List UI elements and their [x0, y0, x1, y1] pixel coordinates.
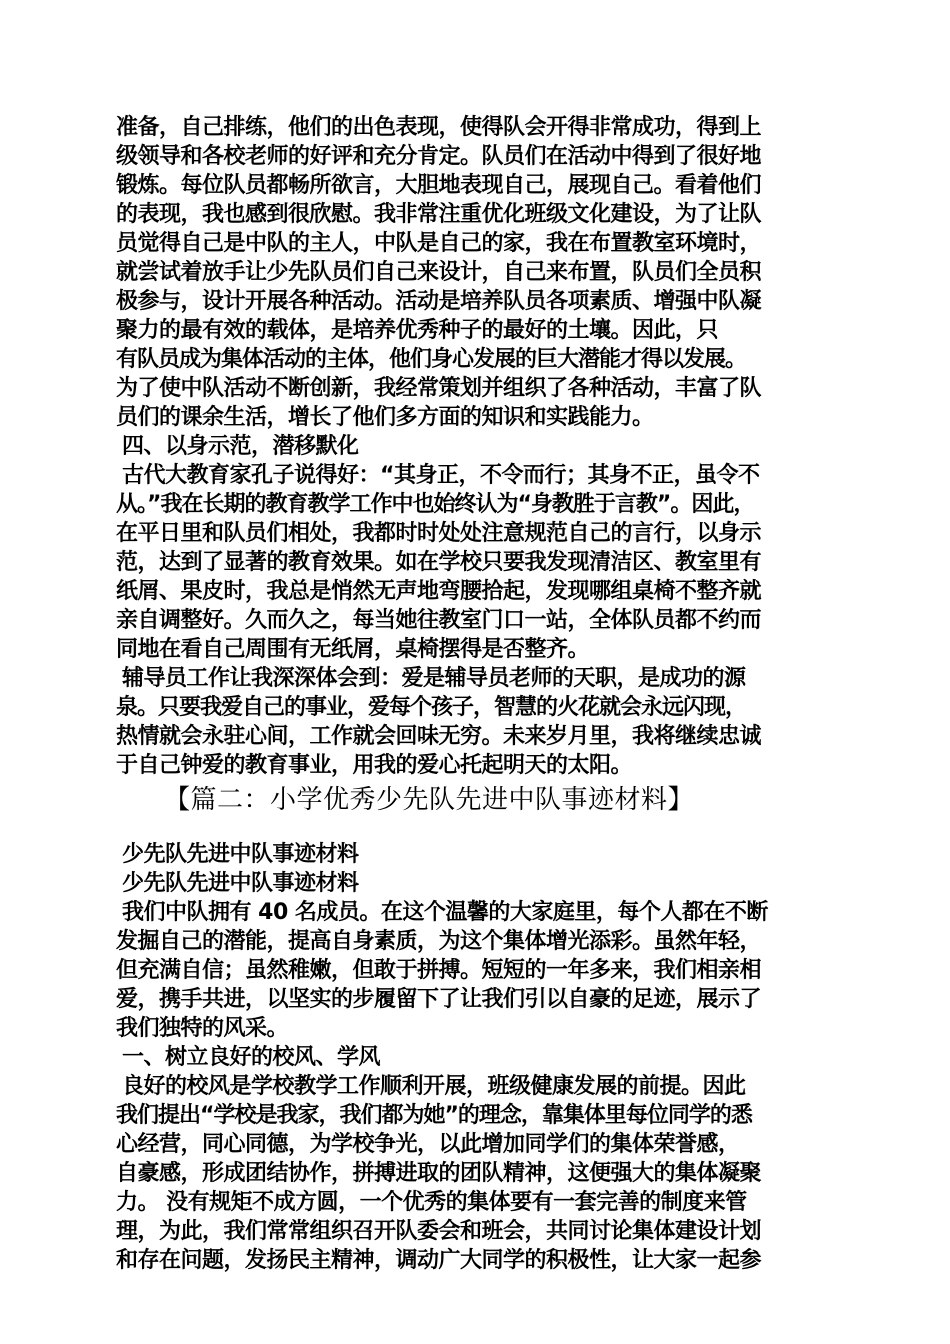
text-line: 员觉得自己是中队的主人，中队是自己的家，我在布置教室环境时，: [116, 231, 762, 256]
text-line: 为了使中队活动不断创新，我经常策划并组织了各种活动，丰富了队: [116, 376, 762, 401]
text-line: 有队员成为集体活动的主体，他们身心发展的巨大潜能才得以发展。: [116, 347, 747, 372]
paragraph-intro: [116, 898, 836, 1043]
text-line: 同地在看自己周围有无纸屑，桌椅摆得是否整齐。: [116, 637, 590, 662]
section-heading: 一、树立良好的校风、学风: [122, 1045, 381, 1070]
text-line: 和存在问题，发扬民主精神，调动广大同学的积极性，让大家一起参: [116, 1248, 762, 1273]
text-line: 纸屑、果皮时，我总是悄然无声地弯腰拾起，发现哪组桌椅不整齐就: [116, 579, 762, 604]
paragraph-closing: [116, 664, 836, 780]
text-line: 爱，携手共进，以坚实的步履留下了让我们引以自豪的足迹，展示了: [116, 987, 762, 1012]
text-line: 心经营，同心同德，为学校争光，以此增加同学们的集体荣誉感，: [116, 1132, 740, 1157]
paragraph-culture-building: [116, 113, 836, 432]
text-line: 就尝试着放手让少先队员们自己来设计，自己来布置，队员们全员积: [116, 260, 762, 285]
text-line: 级领导和各校老师的好评和充分肯定。队员们在活动中得到了很好地: [116, 144, 762, 169]
text-line: 我们提出“学校是我家，我们都为她”的理念，靠集体里每位同学的悉: [116, 1103, 752, 1128]
text-line: 聚力的最有效的载体，是培养优秀种子的最好的土壤。因此，只: [116, 318, 719, 343]
text-line: 在平日里和队员们相处，我都时时处处注意规范自己的言行，以身示: [116, 521, 762, 546]
text-line: 自豪感，形成团结协作，拼搏进取的团队精神，这便强大的集体凝聚: [116, 1161, 762, 1186]
text-line: 锻炼。每位队员都畅所欲言，大胆地表现自己，展现自己。看着他们: [116, 173, 762, 198]
text-line: 准备，自己排练，他们的出色表现，使得队会开得非常成功，得到上: [116, 115, 762, 140]
document-subtitle: 少先队先进中队事迹材料: [122, 871, 359, 896]
text-line: 古代大教育家孔子说得好：“其身正，不令而行；其身不正，虽令不: [122, 463, 760, 488]
text-line: 但充满自信；虽然稚嫩，但敢于拼搏。短短的一年多来，我们相亲相: [116, 958, 762, 983]
spacer: [116, 818, 836, 840]
text-line: 范，达到了显著的教育效果。如在学校只要我发现清洁区、教室里有: [116, 550, 762, 575]
text-line: 发掘自己的潜能，提高自身素质，为这个集体增光添彩。虽然年轻，: [116, 929, 762, 954]
text-line: 于自己钟爱的教育事业，用我的爱心托起明天的太阳。: [116, 753, 633, 778]
chapter-title: 【篇二：小学优秀少先队先进中队事迹材料】: [164, 785, 695, 815]
text-line: 热情就会永驻心间，工作就会回味无穷。未来岁月里，我将继续忠诚: [116, 724, 762, 749]
document-subtitle: 少先队先进中队事迹材料: [122, 842, 359, 867]
text-line: 我们独特的风采。: [116, 1016, 289, 1041]
paragraph-school-spirit: [116, 1072, 836, 1275]
text-line: 亲自调整好。久而久之，每当她往教室门口一站，全体队员都不约而: [116, 608, 762, 633]
text-line: 泉。只要我爱自己的事业，爱每个孩子，智慧的火花就会永远闪现，: [116, 695, 747, 720]
text-line: 的表现，我也感到很欣慰。我非常注重优化班级文化建设，为了让队: [116, 202, 762, 227]
text-line: 辅导员工作让我深深体会到：爱是辅导员老师的天职，是成功的源: [122, 666, 746, 691]
paragraph-lead-by-example: [116, 461, 836, 664]
text-line: 理，为此，我们常常组织召开队委会和班会，共同讨论集体建设计划: [116, 1219, 762, 1244]
text-line: 力。 没有规矩不成方圆，一个优秀的集体要有一套完善的制度来管: [116, 1190, 747, 1215]
text-line: 员们的课余生活，增长了他们多方面的知识和实践能力。: [116, 405, 654, 430]
text-line: 从。”我在长期的教育教学工作中也始终认为“身教胜于言教”。因此，: [116, 492, 755, 517]
text-line: 极参与，设计开展各种活动。活动是培养队员各项素质、增强中队凝: [116, 289, 762, 314]
text-line: 我们中队拥有 40 名成员。在这个温馨的大家庭里，每个人都在不断: [122, 900, 768, 925]
section-heading: 四、以身示范，潜移默化: [122, 434, 359, 459]
document-body: [116, 113, 836, 1275]
text-line: 良好的校风是学校教学工作顺利开展，班级健康发展的前提。因此: [122, 1074, 746, 1099]
